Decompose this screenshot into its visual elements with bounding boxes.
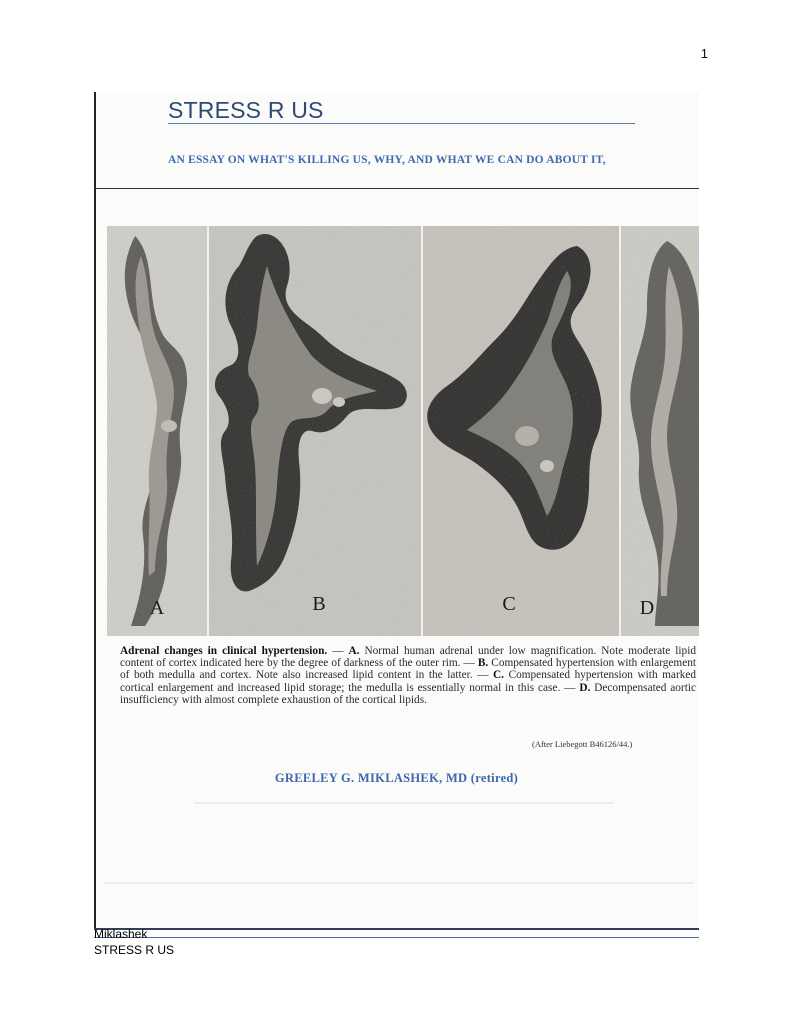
subtitle-divider: [94, 188, 699, 189]
caption-label-c: C.: [493, 669, 504, 682]
histology-illustration: [107, 226, 699, 636]
panel-divider: [207, 226, 209, 636]
scan-edge: [94, 92, 96, 928]
adrenal-histology-figure: [107, 226, 699, 636]
panel-d: [621, 226, 699, 636]
title-underline: [168, 123, 635, 124]
caption-heading: Adrenal changes in clinical hypertension.: [120, 645, 328, 657]
panel-label-d: D: [639, 597, 655, 619]
caption-text-a: Normal human adrenal under low magnification. Note moderate lipid content of cortex indicated here by the degree of darkness of the outer rim.: [120, 645, 696, 670]
scan-artifact: [104, 882, 694, 884]
panel-divider: [619, 226, 621, 636]
panel-c: [423, 226, 619, 636]
scan-artifact: [194, 802, 614, 804]
panel-b: [209, 226, 421, 636]
panel-divider: [421, 226, 423, 636]
footer-divider: [94, 928, 699, 930]
cover-subtitle: AN ESSAY ON WHAT'S KILLING US, WHY, AND WHAT WE CAN DO ABOUT IT,: [168, 154, 606, 166]
caption-text-c: Compensated hypertension with marked cortical enlargement and increased lipid storage; the medulla is essentially normal in this case.: [120, 669, 697, 694]
footer-divider-thin: [94, 937, 699, 938]
caption-credit: (After Liebegott B46126/44.): [532, 739, 633, 749]
footer-author: Miklashek: [94, 927, 148, 941]
caption-text-d: Decompensated aortic insufficiency with almost complete exhaustion of the cortical lipids.: [120, 681, 696, 706]
caption-text-b: Compensated hypertension with enlargement of both medulla and cortex. Note also increased lipid content in the latter.: [120, 657, 697, 682]
footer-title: STRESS R US: [94, 943, 175, 957]
caption-label-b: B.: [477, 657, 489, 670]
caption-label-d: D.: [579, 681, 591, 694]
cover-author: GREELEY G. MIKLASHEK, MD (retired): [274, 771, 519, 785]
panel-a: [107, 226, 207, 636]
page-footer: [94, 926, 174, 958]
page-number: 1: [700, 46, 708, 61]
panel-label-a: A: [149, 597, 165, 619]
cover-title: STRESS R US: [168, 97, 324, 123]
caption-label-a: A.: [348, 645, 360, 657]
cover-scan: [94, 92, 699, 928]
panel-label-c: C: [502, 593, 516, 615]
panel-label-b: B: [312, 593, 326, 615]
figure-caption: Adrenal changes in clinical hypertension. — A. Normal human adrenal under low magnification. Note moderate lipid content of cortex indicated here by the degree of darkness of the outer rim. — B. Compensated hypertension with enlargement of both medulla and cortex. Note also increased lipid content in the latter. — C. Compensated hypertension with marked cortical enlargement and increased lipid storage; the medulla is essentially normal in this case. — D. Decompensated aortic insufficiency with almost complete exhaustion of the cortical lipids.: [120, 645, 697, 706]
